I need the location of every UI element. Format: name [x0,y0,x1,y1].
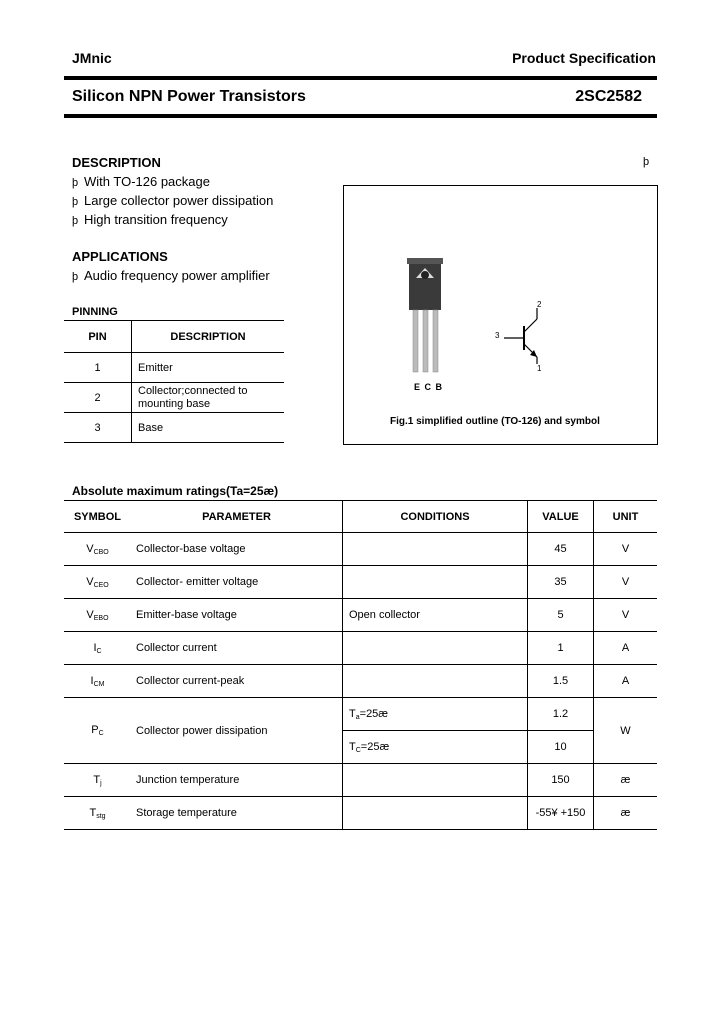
value-cell: 10 [528,731,594,764]
table-row [64,632,657,665]
symbol-cell: $I_C$ [64,632,131,665]
value-cell: 1 [528,632,594,665]
parameter-cell: Collector- emitter voltage [131,566,343,599]
parameter-header: PARAMETER [131,501,343,533]
conditions-cell: Open collector [343,599,528,632]
unit-cell: æ [594,764,658,797]
value-cell: 45 [528,533,594,566]
symbol-cell: $V_{EBO}$ [64,599,131,632]
symbol-cell: $P_C$ [64,698,131,764]
table-row [64,698,657,731]
table-row [64,599,657,632]
parameter-cell: Collector current [131,632,343,665]
ratings-table [64,500,657,830]
ratings-title: Absolute maximum ratings(Ta=25æ) [72,484,279,498]
symbol-cell: $V_{CEO}$ [64,566,131,599]
conditions-cell [343,632,528,665]
product-line: Silicon NPN Power Transistors [72,88,306,105]
pin-number: 2 [64,383,132,413]
symbol-pin-emitter: 1 [537,364,542,373]
unit-cell: V [594,533,658,566]
unit-cell: V [594,599,658,632]
parameter-cell: Storage temperature [131,797,343,830]
table-row [64,533,657,566]
pinning-header [64,321,284,353]
pin-desc-header: DESCRIPTION [132,321,285,353]
pinning-table [64,320,284,443]
conditions-cell [343,566,528,599]
unit-cell: V [594,566,658,599]
unit-cell: W [594,698,658,764]
parameter-cell: Collector power dissipation [131,698,343,764]
ratings-header [64,501,657,533]
table-row [64,383,284,413]
unit-cell: A [594,665,658,698]
pin-desc: Emitter [132,353,285,383]
conditions-cell [343,764,528,797]
header-rule-top [64,76,657,80]
value-cell: 1.5 [528,665,594,698]
parameter-cell: Collector current-peak [131,665,343,698]
figure-caption: Fig.1 simplified outline (TO-126) and symbol [390,416,600,427]
value-cell: 1.2 [528,698,594,731]
symbol-header: SYMBOL [64,501,131,533]
value-cell: 5 [528,599,594,632]
conditions-cell [343,533,528,566]
parameter-cell: Emitter-base voltage [131,599,343,632]
pin-number: 1 [64,353,132,383]
app-item: þ Audio frequency power amplifier [72,268,270,283]
value-cell: -55¥ +150 [528,797,594,830]
desc-item: þ High transition frequency [72,212,228,227]
symbol-cell: $I_{CM}$ [64,665,131,698]
part-number: 2SC2582 [575,88,642,105]
parameter-cell: Collector-base voltage [131,533,343,566]
pin-number: 3 [64,413,132,443]
symbol-cell: $T_{stg}$ [64,797,131,830]
table-row [64,665,657,698]
unit-cell: A [594,632,658,665]
table-row [64,413,284,443]
conditions-cell: $T_a=25æ$ [343,698,528,731]
pin-desc: Base [132,413,285,443]
pin-header: PIN [64,321,132,353]
description-title: DESCRIPTION [72,155,161,170]
figure-box [343,185,658,445]
company-name: JMnic [72,50,112,66]
value-header: VALUE [528,501,594,533]
unit-header: UNIT [594,501,658,533]
conditions-cell [343,797,528,830]
stray-mark: þ [643,156,650,168]
pin-desc: Collector;connected to mounting base [132,383,285,413]
pinning-title: PINNING [72,306,118,318]
header-rule-bottom [64,114,657,118]
parameter-cell: Junction temperature [131,764,343,797]
conditions-header: CONDITIONS [343,501,528,533]
symbol-pin-collector: 2 [537,300,542,309]
table-row [64,764,657,797]
value-cell: 150 [528,764,594,797]
symbol-cell: $V_{CBO}$ [64,533,131,566]
conditions-cell [343,665,528,698]
desc-item: þ With TO-126 package [72,174,210,189]
table-row [64,353,284,383]
symbol-pin-base: 3 [495,331,500,340]
unit-cell: æ [594,797,658,830]
desc-item: þ Large collector power dissipation [72,193,274,208]
table-row [64,566,657,599]
conditions-cell: $T_C=25æ$ [343,731,528,764]
lead-labels: E C B [414,382,444,392]
applications-title: APPLICATIONS [72,249,168,264]
symbol-cell: $T_j$ [64,764,131,797]
table-row [64,797,657,830]
value-cell: 35 [528,566,594,599]
npn-symbol [344,186,657,444]
doc-type: Product Specification [512,50,656,66]
